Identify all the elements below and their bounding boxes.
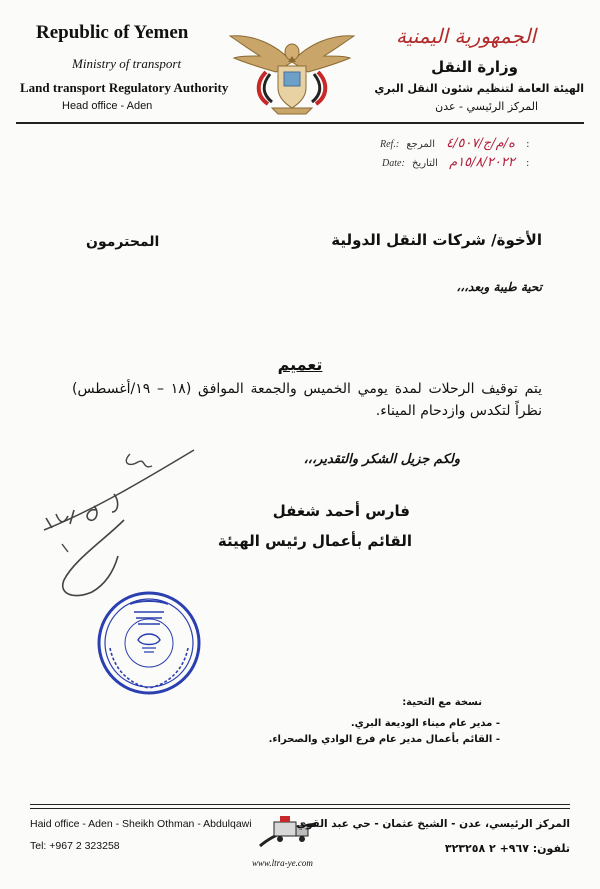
date-value: ١٥/٨/٢٠٢٢م xyxy=(449,155,515,170)
footer-website: www.ltra-ye.com xyxy=(252,858,313,868)
greeting-line: تحية طيبة وبعد،،، xyxy=(456,280,542,294)
recipient-honorific: المحترمون xyxy=(86,234,160,250)
subject-heading: تعميم xyxy=(277,355,323,374)
signatory-title: القائم بأعمال رئيس الهيئة xyxy=(217,532,412,550)
signatory-name: فارس أحمد شغفل xyxy=(272,502,410,520)
cc-item: - مدير عام ميناء الوديعة البري. xyxy=(269,716,500,732)
yemen-eagle-emblem-icon xyxy=(226,22,358,118)
cc-list xyxy=(269,716,500,748)
footer-address-en: Haid office - Aden - Sheikh Othman - Abdulqawi xyxy=(30,818,252,830)
cc-label: نسخة مع التحية: xyxy=(402,697,482,708)
header-republic-en: Republic of Yemen xyxy=(36,22,189,43)
cc-item: - القائم بأعمال مدير عام فرع الوادي والصحراء. xyxy=(269,732,500,748)
header-office-ar: المركز الرئيسي - عدن xyxy=(435,100,538,113)
reference-value: ه/م/ج/٤/٥٠٧ xyxy=(446,136,515,151)
footer-address-ar: المركز الرئيسي، عدن - الشيخ عثمان - حي عبد القوي xyxy=(296,818,570,830)
header-ministry-ar: وزارة النقل xyxy=(431,58,518,76)
footer-divider-thin xyxy=(30,808,570,809)
reference-label-ar: المرجع : xyxy=(406,139,530,150)
date-row xyxy=(382,155,529,170)
header-ministry-en: Ministry of transport xyxy=(72,56,182,71)
header-authority-en: Land transport Regulatory Authority xyxy=(20,80,229,95)
header-authority-ar: الهيئة العامة لتنظيم شئون النقل البري xyxy=(374,82,584,95)
reference-label-en: Ref.: xyxy=(380,139,400,150)
footer-phone-en: Tel: +967 2 323258 xyxy=(30,840,120,852)
handwritten-signature xyxy=(34,440,234,610)
footer-divider xyxy=(30,804,570,805)
header-republic-ar: الجمهورية اليمنية xyxy=(395,24,536,48)
body-paragraph: يتم توقيف الرحلات لمدة يومي الخميس والجمعة الموافق (١٨ – ١٩/أغسطس) نظراً لتكدس وازدحام الميناء. xyxy=(72,381,543,419)
reference-row xyxy=(380,136,529,151)
date-label-ar: التاريخ : xyxy=(411,158,530,169)
closing-line: ولكم جزيل الشكر والتقدير،،، xyxy=(303,452,460,467)
footer-phone-ar: تلفون: ٩٦٧+ ٢ ٣٢٣٢٥٨ xyxy=(444,842,570,855)
header-divider xyxy=(16,122,584,124)
header-office-en: Head office - Aden xyxy=(62,100,153,112)
date-label-en: Date: xyxy=(382,158,405,169)
official-stamp-icon xyxy=(94,588,204,698)
recipient-line: الأخوة/ شركات النقل الدولية xyxy=(331,231,542,249)
